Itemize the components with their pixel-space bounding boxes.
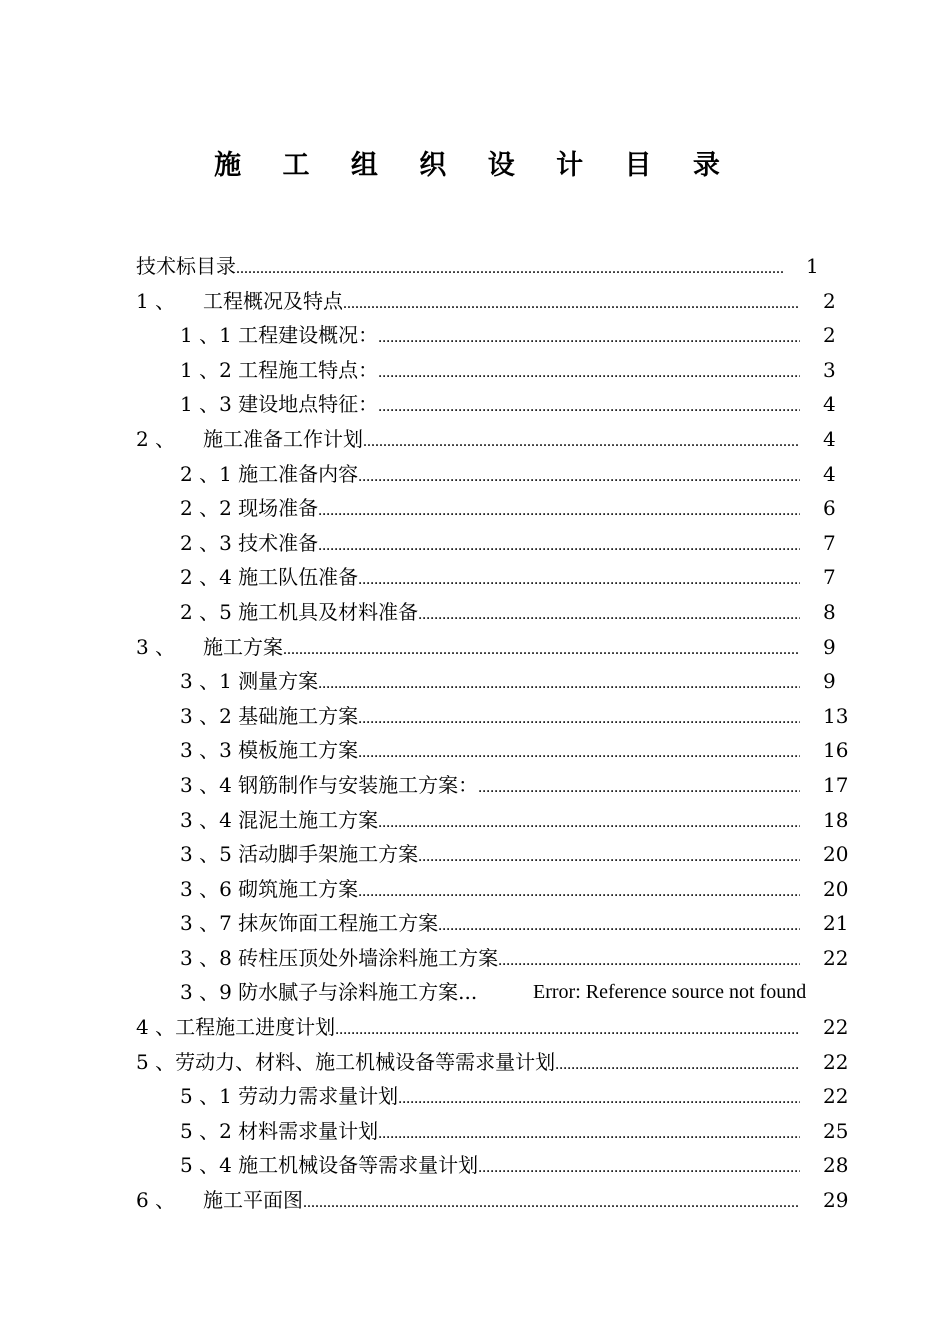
toc-entry-label: 2 、4 施工队伍准备 xyxy=(180,560,358,595)
toc-dot-leader xyxy=(478,771,800,806)
toc-page-number: 16 xyxy=(823,738,849,763)
toc-entry-label: 1 、3 建设地点特征： xyxy=(180,387,378,422)
toc-entry-link[interactable] xyxy=(180,1148,800,1186)
table-of-contents xyxy=(0,249,950,1218)
toc-dot-leader xyxy=(378,806,800,841)
toc-entry-label: 3 、8 砖柱压顶处外墙涂料施工方案 xyxy=(180,941,498,976)
toc-page-number: 22 xyxy=(823,1084,849,1109)
toc-dot-leader xyxy=(318,494,800,529)
toc-entry-link[interactable] xyxy=(180,906,800,944)
toc-entry[interactable] xyxy=(0,699,950,734)
toc-entry-link[interactable] xyxy=(180,837,800,875)
toc-entry-link[interactable] xyxy=(180,526,800,564)
toc-entry-link[interactable] xyxy=(136,1010,800,1048)
toc-page-error: Error: Reference source not found xyxy=(533,981,807,1004)
toc-dot-leader xyxy=(358,460,800,495)
toc-entry-link[interactable] xyxy=(136,1045,800,1083)
toc-entry[interactable] xyxy=(0,837,950,872)
toc-page-number: 3 xyxy=(823,357,836,382)
toc-entry-label: 工程概况及特点 xyxy=(203,284,343,319)
toc-entry-label: 3 、3 模板施工方案 xyxy=(180,733,358,768)
toc-dot-leader xyxy=(236,252,783,287)
toc-page-number: 18 xyxy=(823,807,849,832)
toc-entry-label: 3 、1 测量方案 xyxy=(180,664,318,699)
toc-entry-link[interactable] xyxy=(136,249,783,287)
toc-entry[interactable] xyxy=(0,249,950,284)
toc-entry-label: 施工方案 xyxy=(203,630,283,665)
toc-entry[interactable] xyxy=(0,664,950,699)
toc-entry-label: 5 、劳动力、材料、施工机械设备等需求量计划 xyxy=(136,1045,555,1080)
toc-entry-label: 施工平面图 xyxy=(203,1183,303,1218)
toc-entry-label: 3 、6 砌筑施工方案 xyxy=(180,872,358,907)
toc-entry-label: 2 、3 技术准备 xyxy=(180,526,318,561)
toc-entry-link[interactable] xyxy=(203,284,800,322)
toc-entry[interactable] xyxy=(0,457,950,492)
toc-entry-link[interactable] xyxy=(180,457,800,495)
document-title: 施 工 组 织 设 计 目 录 xyxy=(214,150,736,181)
toc-entry-link[interactable] xyxy=(203,630,800,668)
toc-entry-label: 5 、1 劳动力需求量计划 xyxy=(180,1079,398,1114)
toc-entry-link[interactable] xyxy=(180,699,800,737)
toc-entry[interactable] xyxy=(0,560,950,595)
toc-entry[interactable] xyxy=(0,595,950,630)
toc-entry-label: 施工准备工作计划 xyxy=(203,422,363,457)
toc-page-number: 8 xyxy=(823,599,836,624)
toc-page-number: 25 xyxy=(823,1118,849,1143)
toc-entry-link[interactable] xyxy=(180,491,800,529)
toc-page-number: 1 xyxy=(806,254,819,278)
toc-dot-leader xyxy=(363,425,800,460)
toc-entry-link[interactable] xyxy=(180,872,800,910)
toc-entry-label: 1 、1 工程建设概况： xyxy=(180,318,378,353)
toc-entry-link[interactable] xyxy=(180,803,800,841)
toc-page-number: 28 xyxy=(823,1153,849,1178)
toc-page-number: 6 xyxy=(823,496,836,521)
toc-page-number: 20 xyxy=(823,842,849,867)
toc-page-number: 21 xyxy=(823,911,849,936)
toc-dot-leader xyxy=(378,321,800,356)
toc-entry[interactable] xyxy=(0,422,950,457)
toc-entry[interactable] xyxy=(0,1114,950,1149)
toc-page-number: 22 xyxy=(823,1015,849,1040)
toc-entry[interactable] xyxy=(0,1148,950,1183)
toc-entry-label: 3 、2 基础施工方案 xyxy=(180,699,358,734)
toc-page-number: 29 xyxy=(823,1188,849,1213)
toc-dot-leader xyxy=(343,287,800,322)
toc-entry-link[interactable] xyxy=(180,1079,800,1117)
toc-dot-leader xyxy=(318,529,800,564)
toc-entry-label: 3 、4 混泥土施工方案 xyxy=(180,803,378,838)
toc-dot-leader xyxy=(555,1048,800,1083)
toc-entry[interactable] xyxy=(0,941,950,976)
toc-dot-leader xyxy=(378,390,800,425)
toc-entry-label: 3 、7 抹灰饰面工程施工方案 xyxy=(180,906,438,941)
toc-entry[interactable] xyxy=(0,1079,950,1114)
toc-entry-link[interactable] xyxy=(203,1183,800,1221)
toc-entry[interactable] xyxy=(0,284,950,319)
toc-entry[interactable] xyxy=(0,1183,950,1218)
toc-dot-leader xyxy=(378,1117,800,1152)
toc-dot-leader xyxy=(303,1186,800,1221)
toc-entry[interactable] xyxy=(0,526,950,561)
toc-entry[interactable] xyxy=(0,630,950,665)
toc-page-number: 4 xyxy=(823,426,836,451)
toc-section-number: 6 、 xyxy=(136,1188,176,1213)
toc-entry-link[interactable] xyxy=(180,941,800,979)
toc-dot-leader xyxy=(335,1013,800,1048)
toc-dot-leader xyxy=(283,633,800,668)
toc-section-number: 2 、 xyxy=(136,426,176,451)
toc-entry-label: 5 、2 材料需求量计划 xyxy=(180,1114,378,1149)
toc-page-number: 22 xyxy=(823,1049,849,1074)
toc-dot-leader xyxy=(478,1151,800,1186)
toc-dot-leader xyxy=(498,944,800,979)
toc-dot-leader xyxy=(418,598,800,633)
toc-page-number: 4 xyxy=(823,461,836,486)
toc-entry[interactable] xyxy=(0,1010,950,1045)
toc-entry[interactable] xyxy=(0,318,950,353)
toc-entry-label: 3 、5 活动脚手架施工方案 xyxy=(180,837,418,872)
toc-entry-label: 1 、2 工程施工特点： xyxy=(180,353,378,388)
toc-dot-leader xyxy=(378,356,800,391)
toc-dot-leader xyxy=(418,840,800,875)
toc-entry-link[interactable] xyxy=(180,768,800,806)
toc-dot-leader xyxy=(358,875,800,910)
toc-entry-label: 2 、5 施工机具及材料准备 xyxy=(180,595,418,630)
toc-entry-link[interactable] xyxy=(180,353,800,391)
toc-entry-label: 技术标目录 xyxy=(136,249,236,284)
toc-dot-leader xyxy=(398,1082,800,1117)
toc-entry-link[interactable] xyxy=(180,975,520,1010)
toc-page-number: 7 xyxy=(823,530,836,555)
toc-page-number: 20 xyxy=(823,876,849,901)
toc-section-number: 1 、 xyxy=(136,288,176,313)
toc-entry[interactable] xyxy=(0,872,950,907)
toc-entry[interactable] xyxy=(0,1045,950,1080)
toc-entry[interactable] xyxy=(0,733,950,768)
toc-entry[interactable] xyxy=(0,768,950,803)
toc-page-number: 13 xyxy=(823,703,849,728)
toc-entry-link[interactable] xyxy=(180,560,800,598)
toc-page-number: 9 xyxy=(823,669,836,694)
toc-page-number: 4 xyxy=(823,392,836,417)
toc-page-number: 2 xyxy=(823,288,836,313)
toc-entry-link[interactable] xyxy=(180,1114,800,1152)
toc-entry-link[interactable] xyxy=(180,318,800,356)
toc-entry[interactable] xyxy=(0,906,950,941)
toc-page-number: 2 xyxy=(823,323,836,348)
toc-entry[interactable] xyxy=(0,803,950,838)
toc-entry-link[interactable] xyxy=(203,422,800,460)
toc-entry-link[interactable] xyxy=(180,733,800,771)
toc-entry[interactable] xyxy=(0,975,950,1010)
toc-entry-label: 2 、1 施工准备内容 xyxy=(180,457,358,492)
toc-entry-label: 5 、4 施工机械设备等需求量计划 xyxy=(180,1148,478,1183)
toc-dot-leader xyxy=(318,667,800,702)
toc-dot-leader xyxy=(438,909,800,944)
toc-entry-label: 2 、2 现场准备 xyxy=(180,491,318,526)
toc-entry-link[interactable] xyxy=(180,595,800,633)
toc-section-number: 3 、 xyxy=(136,634,176,659)
toc-page-number: 17 xyxy=(823,772,849,797)
toc-entry[interactable] xyxy=(0,387,950,422)
toc-entry[interactable] xyxy=(0,491,950,526)
toc-entry[interactable] xyxy=(0,353,950,388)
toc-dot-leader xyxy=(358,736,800,771)
toc-dot-leader xyxy=(358,563,800,598)
toc-dot-leader xyxy=(358,702,800,737)
toc-page-number: 9 xyxy=(823,634,836,659)
toc-entry-link[interactable] xyxy=(180,664,800,702)
toc-entry-label: 3 、9 防水腻子与涂料施工方案... xyxy=(180,975,477,1010)
toc-entry-label: 3 、4 钢筋制作与安装施工方案： xyxy=(180,768,478,803)
toc-page-number: 7 xyxy=(823,565,836,590)
toc-entry-link[interactable] xyxy=(180,387,800,425)
toc-page-number: 22 xyxy=(823,945,849,970)
toc-entry-label: 4 、工程施工进度计划 xyxy=(136,1010,335,1045)
